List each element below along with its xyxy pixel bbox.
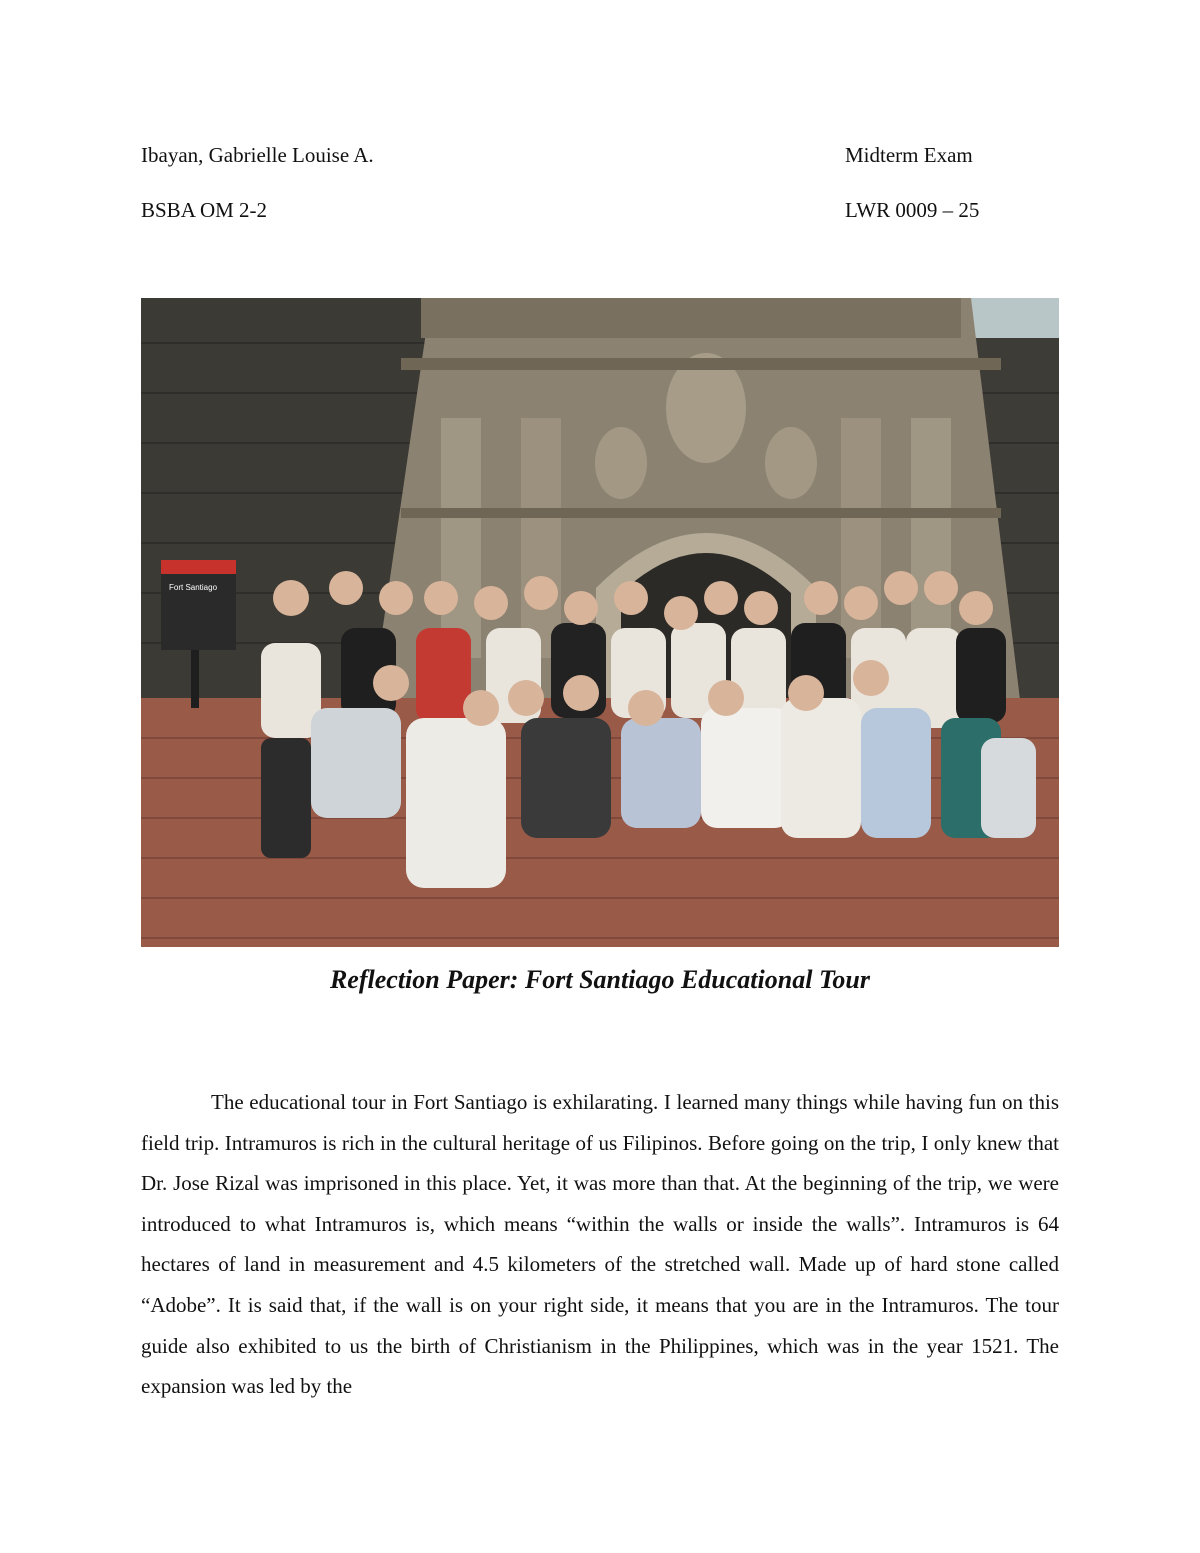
paragraph-1: The educational tour in Fort Santiago is exhilarating. I learned many things while having fun on this field trip. Intramuros is rich in the cultural heritage of us Filipinos. Before going on the trip, I only knew that Dr. Jose Rizal was imprisoned in this place. Yet, it was more than that. At the beginning of the trip, we were introduced to what Intramuros is, which means “within the walls or inside the walls”. Intramuros is 64 hectares of land in measurement and 4.5 kilometers of the stretched wall. Made up of hard stone called “Adobe”. It is said that, if the wall is on your right side, it means that you are in the Intramuros. The tour guide also exhibited to us the birth of Christianism in the Philippines, which was in the year 1521. The expansion was led by the xyxy=(141,1090,1059,1399)
student-name: Ibayan, Gabrielle Louise A. xyxy=(141,143,374,167)
sign-text: Fort Santiago xyxy=(169,583,218,592)
course-code: LWR 0009 – 25 xyxy=(845,198,980,222)
body-text xyxy=(141,1082,1059,1407)
paper-title: Reflection Paper: Fort Santiago Educational Tour xyxy=(329,965,871,994)
header-row-2 xyxy=(141,198,995,223)
group-photo xyxy=(141,298,1059,947)
section-label: BSBA OM 2-2 xyxy=(141,198,268,222)
exam-label: Midterm Exam xyxy=(845,143,973,167)
header-row-1 xyxy=(141,143,995,168)
